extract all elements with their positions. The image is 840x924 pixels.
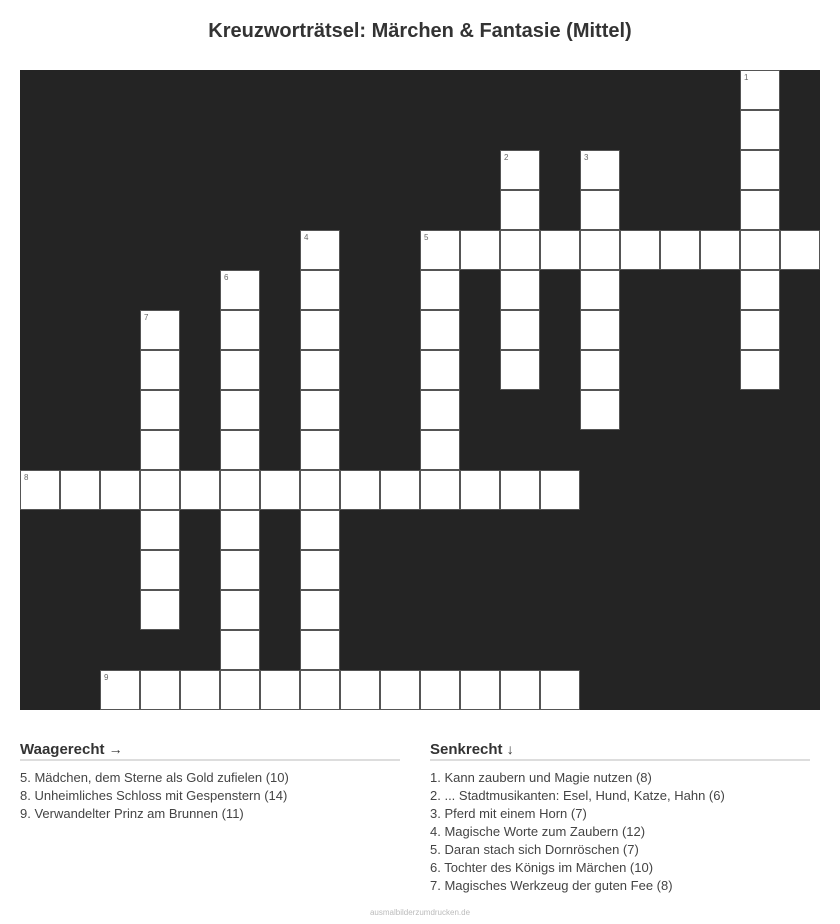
- grid-cell[interactable]: [300, 350, 340, 390]
- grid-cell[interactable]: [420, 430, 460, 470]
- grid-cell[interactable]: [580, 310, 620, 350]
- grid-cell[interactable]: [500, 230, 540, 270]
- grid-cell[interactable]: [580, 190, 620, 230]
- grid-cell[interactable]: [500, 270, 540, 310]
- grid-cell[interactable]: [260, 470, 300, 510]
- grid-cell[interactable]: [300, 510, 340, 550]
- grid-cell[interactable]: [20, 470, 60, 510]
- grid-cell[interactable]: [580, 150, 620, 190]
- grid-cell[interactable]: [220, 270, 260, 310]
- clue-down-2: 2. ... Stadtmusikanten: Esel, Hund, Katze, Hahn (6): [430, 788, 725, 803]
- clue-number: 8: [24, 473, 29, 482]
- grid-cell[interactable]: [100, 670, 140, 710]
- grid-cell[interactable]: [140, 430, 180, 470]
- grid-cell[interactable]: [220, 510, 260, 550]
- grid-cell[interactable]: [500, 310, 540, 350]
- grid-cell[interactable]: [580, 390, 620, 430]
- clue-number: 6: [224, 273, 229, 282]
- grid-cell[interactable]: [300, 670, 340, 710]
- grid-cell[interactable]: [500, 150, 540, 190]
- grid-cell[interactable]: [300, 630, 340, 670]
- grid-cell[interactable]: [180, 670, 220, 710]
- grid-cell[interactable]: [580, 230, 620, 270]
- grid-cell[interactable]: [540, 230, 580, 270]
- grid-cell[interactable]: [620, 230, 660, 270]
- grid-cell[interactable]: [100, 470, 140, 510]
- grid-cell[interactable]: [340, 670, 380, 710]
- clue-across-9: 9. Verwandelter Prinz am Brunnen (11): [20, 806, 244, 821]
- clue-number: 4: [304, 233, 309, 242]
- grid-cell[interactable]: [380, 470, 420, 510]
- clue-down-3: 3. Pferd mit einem Horn (7): [430, 806, 587, 821]
- grid-cell[interactable]: [140, 510, 180, 550]
- grid-cell[interactable]: [140, 550, 180, 590]
- clue-number: 2: [504, 153, 509, 162]
- clue-number: 9: [104, 673, 109, 682]
- clue-across-5: 5. Mädchen, dem Sterne als Gold zufielen (10): [20, 770, 289, 785]
- grid-cell[interactable]: [420, 470, 460, 510]
- clue-down-1: 1. Kann zaubern und Magie nutzen (8): [430, 770, 652, 785]
- grid-cell[interactable]: [460, 670, 500, 710]
- grid-cell[interactable]: [420, 310, 460, 350]
- grid-cell[interactable]: [220, 670, 260, 710]
- grid-cell[interactable]: [500, 470, 540, 510]
- grid-cell[interactable]: [300, 430, 340, 470]
- clue-down-4: 4. Magische Worte zum Zaubern (12): [430, 824, 646, 839]
- grid-cell[interactable]: [220, 350, 260, 390]
- grid-cell[interactable]: [780, 230, 820, 270]
- down-clues: [430, 741, 810, 895]
- grid-cell[interactable]: [300, 590, 340, 630]
- grid-cell[interactable]: [140, 390, 180, 430]
- grid-cell[interactable]: [180, 470, 220, 510]
- grid-cell[interactable]: [220, 470, 260, 510]
- grid-cell[interactable]: [740, 310, 780, 350]
- across-heading: [20, 741, 400, 761]
- clue-number: 1: [744, 73, 749, 82]
- grid-cell[interactable]: [580, 270, 620, 310]
- grid-cell[interactable]: [220, 430, 260, 470]
- grid-cell[interactable]: [300, 390, 340, 430]
- grid-cell[interactable]: [740, 350, 780, 390]
- grid-cell[interactable]: [420, 670, 460, 710]
- grid-cell[interactable]: [540, 470, 580, 510]
- clue-number: 3: [584, 153, 589, 162]
- across-clues: [20, 741, 400, 823]
- grid-cell[interactable]: [140, 310, 180, 350]
- grid-cell[interactable]: [420, 390, 460, 430]
- down-heading: [430, 741, 810, 761]
- grid-cell[interactable]: [740, 110, 780, 150]
- puzzle-title: Kreuzworträtsel: Märchen & Fantasie (Mittel): [208, 20, 632, 42]
- grid-cell[interactable]: [420, 270, 460, 310]
- clue-down-7: 7. Magisches Werkzeug der guten Fee (8): [430, 878, 673, 893]
- grid-cell[interactable]: [500, 190, 540, 230]
- arrow-down-icon: ↓: [506, 741, 514, 757]
- grid-cell[interactable]: [300, 230, 340, 270]
- crossword-grid: [20, 70, 820, 710]
- grid-cell[interactable]: [660, 230, 700, 270]
- grid-cell[interactable]: [140, 470, 180, 510]
- grid-cell[interactable]: [740, 150, 780, 190]
- across-heading-label: Waagerecht: [20, 741, 105, 758]
- grid-cell[interactable]: [580, 350, 620, 390]
- grid-cell[interactable]: [260, 670, 300, 710]
- grid-cell[interactable]: [500, 350, 540, 390]
- grid-cell[interactable]: [140, 670, 180, 710]
- clue-across-8: 8. Unheimliches Schloss mit Gespenstern (14): [20, 788, 288, 803]
- grid-cell[interactable]: [220, 550, 260, 590]
- grid-cell[interactable]: [300, 550, 340, 590]
- grid-cell[interactable]: [220, 590, 260, 630]
- grid-cell[interactable]: [420, 350, 460, 390]
- grid-cell[interactable]: [340, 470, 380, 510]
- arrow-right-icon: →: [108, 741, 123, 757]
- grid-cell[interactable]: [700, 230, 740, 270]
- grid-cell[interactable]: [60, 470, 100, 510]
- grid-cell[interactable]: [420, 230, 460, 270]
- grid-cell[interactable]: [740, 190, 780, 230]
- down-heading-label: Senkrecht: [430, 741, 503, 758]
- clue-down-5: 5. Daran stach sich Dornröschen (7): [430, 842, 639, 857]
- grid-cell[interactable]: [460, 230, 500, 270]
- grid-cell[interactable]: [740, 70, 780, 110]
- grid-cell[interactable]: [140, 590, 180, 630]
- grid-cell[interactable]: [540, 670, 580, 710]
- grid-cell[interactable]: [460, 470, 500, 510]
- grid-cell[interactable]: [220, 310, 260, 350]
- grid-cell[interactable]: [300, 470, 340, 510]
- grid-cell[interactable]: [740, 230, 780, 270]
- grid-cell[interactable]: [220, 390, 260, 430]
- clue-number: 7: [144, 313, 149, 322]
- clue-down-6: 6. Tochter des Königs im Märchen (10): [430, 860, 654, 875]
- grid-cell[interactable]: [300, 270, 340, 310]
- source-footer: ausmalbilderzumdrucken.de: [369, 908, 471, 917]
- grid-cell[interactable]: [140, 350, 180, 390]
- grid-cell[interactable]: [500, 670, 540, 710]
- grid-cell[interactable]: [740, 270, 780, 310]
- grid-cell[interactable]: [220, 630, 260, 670]
- clue-number: 5: [424, 233, 429, 242]
- grid-cell[interactable]: [380, 670, 420, 710]
- grid-cell[interactable]: [300, 310, 340, 350]
